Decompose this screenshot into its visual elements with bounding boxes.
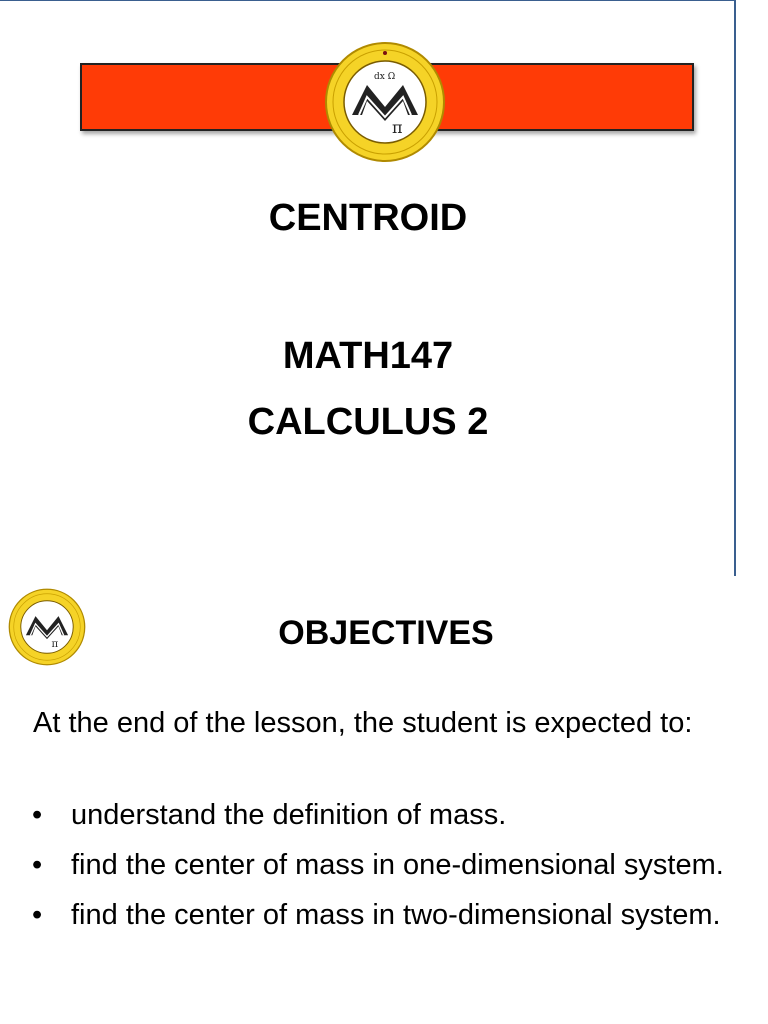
list-item: [30, 794, 730, 836]
objective-text: find the center of mass in one-dimensional system.: [71, 849, 724, 881]
bullet-icon: •: [32, 799, 43, 831]
objectives-heading: OBJECTIVES: [278, 614, 494, 652]
svg-text:π: π: [51, 638, 59, 650]
objectives-list: [30, 794, 730, 944]
course-name: CALCULUS 2: [247, 401, 489, 443]
bullet-icon: •: [32, 849, 43, 881]
slide-title: CENTROID: [268, 197, 468, 239]
svg-text:dx Ω: dx Ω: [374, 72, 396, 82]
course-code: MATH147: [282, 335, 454, 377]
objectives-intro: At the end of the lesson, the student is expected to:: [33, 707, 693, 739]
svg-text:π: π: [392, 118, 403, 137]
department-seal-small-logo: [8, 588, 86, 666]
objective-text: find the center of mass in two-dimensional system.: [71, 899, 721, 931]
department-seal-logo: [324, 41, 446, 163]
list-item: [30, 844, 730, 886]
objective-text: understand the definition of mass.: [71, 799, 507, 831]
list-item: [30, 894, 730, 936]
bullet-icon: •: [32, 899, 43, 931]
